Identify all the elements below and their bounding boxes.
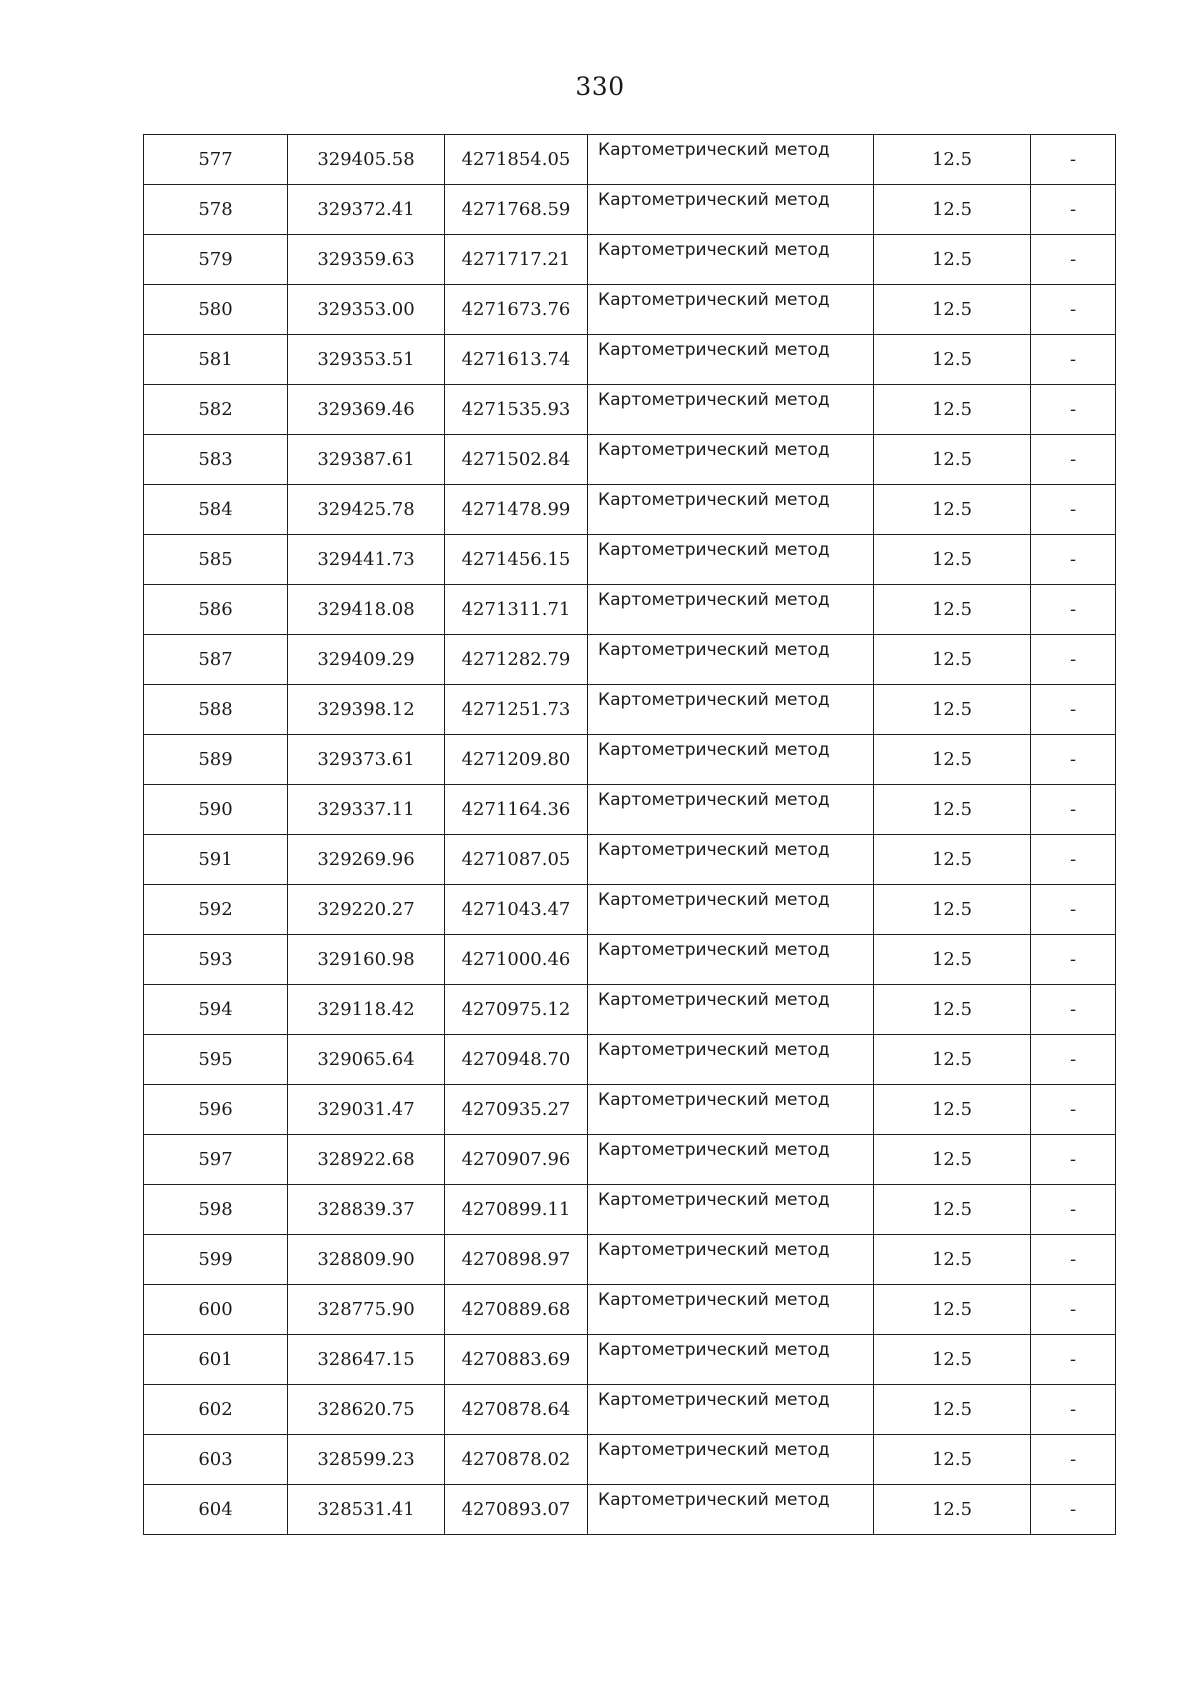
note-cell: - <box>1031 885 1116 935</box>
note-cell: - <box>1031 1285 1116 1335</box>
point-number-cell: 586 <box>144 585 288 635</box>
point-number-cell: 589 <box>144 735 288 785</box>
point-number-cell: 604 <box>144 1485 288 1535</box>
note-cell: - <box>1031 535 1116 585</box>
note-cell: - <box>1031 1135 1116 1185</box>
point-number-cell: 584 <box>144 485 288 535</box>
method-cell: Картометрический метод <box>588 585 874 635</box>
method-cell: Картометрический метод <box>588 235 874 285</box>
table-row <box>144 885 1116 935</box>
x-coordinate-cell: 329409.29 <box>288 635 445 685</box>
y-coordinate-cell: 4271282.79 <box>445 635 588 685</box>
point-number-cell: 580 <box>144 285 288 335</box>
table-row <box>144 1285 1116 1335</box>
y-coordinate-cell: 4270889.68 <box>445 1285 588 1335</box>
note-cell: - <box>1031 1335 1116 1385</box>
accuracy-cell: 12.5 <box>874 1085 1031 1135</box>
y-coordinate-cell: 4270878.64 <box>445 1385 588 1435</box>
accuracy-cell: 12.5 <box>874 935 1031 985</box>
accuracy-cell: 12.5 <box>874 835 1031 885</box>
table-row <box>144 1335 1116 1385</box>
method-cell: Картометрический метод <box>588 1235 874 1285</box>
note-cell: - <box>1031 1485 1116 1535</box>
accuracy-cell: 12.5 <box>874 1235 1031 1285</box>
x-coordinate-cell: 329398.12 <box>288 685 445 735</box>
table-row <box>144 835 1116 885</box>
x-coordinate-cell: 329418.08 <box>288 585 445 635</box>
accuracy-cell: 12.5 <box>874 1385 1031 1435</box>
point-number-cell: 598 <box>144 1185 288 1235</box>
x-coordinate-cell: 329372.41 <box>288 185 445 235</box>
x-coordinate-cell: 329269.96 <box>288 835 445 885</box>
accuracy-cell: 12.5 <box>874 885 1031 935</box>
method-cell: Картометрический метод <box>588 435 874 485</box>
point-number-cell: 587 <box>144 635 288 685</box>
method-cell: Картометрический метод <box>588 1485 874 1535</box>
note-cell: - <box>1031 985 1116 1035</box>
table-row <box>144 1035 1116 1085</box>
accuracy-cell: 12.5 <box>874 1335 1031 1385</box>
method-cell: Картометрический метод <box>588 1335 874 1385</box>
x-coordinate-cell: 329031.47 <box>288 1085 445 1135</box>
x-coordinate-cell: 328531.41 <box>288 1485 445 1535</box>
x-coordinate-cell: 328647.15 <box>288 1335 445 1385</box>
table-row <box>144 1385 1116 1435</box>
x-coordinate-cell: 329373.61 <box>288 735 445 785</box>
y-coordinate-cell: 4271854.05 <box>445 135 588 185</box>
accuracy-cell: 12.5 <box>874 635 1031 685</box>
accuracy-cell: 12.5 <box>874 285 1031 335</box>
note-cell: - <box>1031 635 1116 685</box>
y-coordinate-cell: 4270948.70 <box>445 1035 588 1085</box>
note-cell: - <box>1031 785 1116 835</box>
note-cell: - <box>1031 235 1116 285</box>
y-coordinate-cell: 4271043.47 <box>445 885 588 935</box>
method-cell: Картометрический метод <box>588 785 874 835</box>
x-coordinate-cell: 329369.46 <box>288 385 445 435</box>
point-number-cell: 590 <box>144 785 288 835</box>
y-coordinate-cell: 4271613.74 <box>445 335 588 385</box>
method-cell: Картометрический метод <box>588 485 874 535</box>
x-coordinate-cell: 329337.11 <box>288 785 445 835</box>
x-coordinate-cell: 328599.23 <box>288 1435 445 1485</box>
x-coordinate-cell: 329160.98 <box>288 935 445 985</box>
x-coordinate-cell: 329220.27 <box>288 885 445 935</box>
y-coordinate-cell: 4270935.27 <box>445 1085 588 1135</box>
accuracy-cell: 12.5 <box>874 335 1031 385</box>
page-number: 330 <box>575 72 625 101</box>
method-cell: Картометрический метод <box>588 1435 874 1485</box>
y-coordinate-cell: 4270893.07 <box>445 1485 588 1535</box>
table-row <box>144 135 1116 185</box>
method-cell: Картометрический метод <box>588 1135 874 1185</box>
note-cell: - <box>1031 435 1116 485</box>
table-row <box>144 485 1116 535</box>
method-cell: Картометрический метод <box>588 335 874 385</box>
y-coordinate-cell: 4271251.73 <box>445 685 588 735</box>
point-number-cell: 596 <box>144 1085 288 1135</box>
x-coordinate-cell: 329359.63 <box>288 235 445 285</box>
note-cell: - <box>1031 185 1116 235</box>
accuracy-cell: 12.5 <box>874 1435 1031 1485</box>
x-coordinate-cell: 328922.68 <box>288 1135 445 1185</box>
note-cell: - <box>1031 1035 1116 1085</box>
y-coordinate-cell: 4271478.99 <box>445 485 588 535</box>
table-row <box>144 935 1116 985</box>
point-number-cell: 578 <box>144 185 288 235</box>
point-number-cell: 588 <box>144 685 288 735</box>
note-cell: - <box>1031 1085 1116 1135</box>
method-cell: Картометрический метод <box>588 1035 874 1085</box>
point-number-cell: 577 <box>144 135 288 185</box>
table-row <box>144 1485 1116 1535</box>
point-number-cell: 585 <box>144 535 288 585</box>
method-cell: Картометрический метод <box>588 135 874 185</box>
accuracy-cell: 12.5 <box>874 1185 1031 1235</box>
accuracy-cell: 12.5 <box>874 785 1031 835</box>
note-cell: - <box>1031 685 1116 735</box>
point-number-cell: 582 <box>144 385 288 435</box>
accuracy-cell: 12.5 <box>874 1135 1031 1185</box>
method-cell: Картометрический метод <box>588 685 874 735</box>
y-coordinate-cell: 4271000.46 <box>445 935 588 985</box>
accuracy-cell: 12.5 <box>874 235 1031 285</box>
accuracy-cell: 12.5 <box>874 1285 1031 1335</box>
accuracy-cell: 12.5 <box>874 735 1031 785</box>
note-cell: - <box>1031 335 1116 385</box>
accuracy-cell: 12.5 <box>874 985 1031 1035</box>
table-row <box>144 335 1116 385</box>
accuracy-cell: 12.5 <box>874 135 1031 185</box>
accuracy-cell: 12.5 <box>874 1035 1031 1085</box>
method-cell: Картометрический метод <box>588 985 874 1035</box>
note-cell: - <box>1031 285 1116 335</box>
method-cell: Картометрический метод <box>588 735 874 785</box>
method-cell: Картометрический метод <box>588 835 874 885</box>
point-number-cell: 600 <box>144 1285 288 1335</box>
method-cell: Картометрический метод <box>588 635 874 685</box>
y-coordinate-cell: 4270883.69 <box>445 1335 588 1385</box>
note-cell: - <box>1031 835 1116 885</box>
table-row <box>144 985 1116 1035</box>
note-cell: - <box>1031 935 1116 985</box>
note-cell: - <box>1031 1235 1116 1285</box>
method-cell: Картометрический метод <box>588 285 874 335</box>
method-cell: Картометрический метод <box>588 885 874 935</box>
point-number-cell: 597 <box>144 1135 288 1185</box>
table-row <box>144 635 1116 685</box>
point-number-cell: 599 <box>144 1235 288 1285</box>
point-number-cell: 603 <box>144 1435 288 1485</box>
point-number-cell: 583 <box>144 435 288 485</box>
point-number-cell: 591 <box>144 835 288 885</box>
table-row <box>144 185 1116 235</box>
y-coordinate-cell: 4270907.96 <box>445 1135 588 1185</box>
table-row <box>144 585 1116 635</box>
coordinates-table-body <box>144 135 1116 1535</box>
y-coordinate-cell: 4271502.84 <box>445 435 588 485</box>
table-row <box>144 685 1116 735</box>
x-coordinate-cell: 329353.51 <box>288 335 445 385</box>
coordinates-table <box>143 134 1116 1535</box>
table-row <box>144 535 1116 585</box>
note-cell: - <box>1031 135 1116 185</box>
point-number-cell: 602 <box>144 1385 288 1435</box>
x-coordinate-cell: 329405.58 <box>288 135 445 185</box>
accuracy-cell: 12.5 <box>874 485 1031 535</box>
y-coordinate-cell: 4271673.76 <box>445 285 588 335</box>
note-cell: - <box>1031 735 1116 785</box>
y-coordinate-cell: 4271456.15 <box>445 535 588 585</box>
table-row <box>144 1185 1116 1235</box>
y-coordinate-cell: 4271087.05 <box>445 835 588 885</box>
y-coordinate-cell: 4271768.59 <box>445 185 588 235</box>
table-row <box>144 285 1116 335</box>
x-coordinate-cell: 329118.42 <box>288 985 445 1035</box>
method-cell: Картометрический метод <box>588 1385 874 1435</box>
y-coordinate-cell: 4271311.71 <box>445 585 588 635</box>
method-cell: Картометрический метод <box>588 1085 874 1135</box>
note-cell: - <box>1031 1385 1116 1435</box>
y-coordinate-cell: 4271209.80 <box>445 735 588 785</box>
table-row <box>144 1085 1116 1135</box>
note-cell: - <box>1031 1435 1116 1485</box>
table-row <box>144 385 1116 435</box>
accuracy-cell: 12.5 <box>874 1485 1031 1535</box>
method-cell: Картометрический метод <box>588 1185 874 1235</box>
note-cell: - <box>1031 585 1116 635</box>
point-number-cell: 594 <box>144 985 288 1035</box>
x-coordinate-cell: 329353.00 <box>288 285 445 335</box>
point-number-cell: 581 <box>144 335 288 385</box>
method-cell: Картометрический метод <box>588 535 874 585</box>
x-coordinate-cell: 328775.90 <box>288 1285 445 1335</box>
y-coordinate-cell: 4271717.21 <box>445 235 588 285</box>
x-coordinate-cell: 329065.64 <box>288 1035 445 1085</box>
accuracy-cell: 12.5 <box>874 535 1031 585</box>
x-coordinate-cell: 328620.75 <box>288 1385 445 1435</box>
method-cell: Картометрический метод <box>588 385 874 435</box>
method-cell: Картометрический метод <box>588 935 874 985</box>
y-coordinate-cell: 4270975.12 <box>445 985 588 1035</box>
x-coordinate-cell: 328809.90 <box>288 1235 445 1285</box>
point-number-cell: 595 <box>144 1035 288 1085</box>
x-coordinate-cell: 329387.61 <box>288 435 445 485</box>
point-number-cell: 592 <box>144 885 288 935</box>
x-coordinate-cell: 328839.37 <box>288 1185 445 1235</box>
method-cell: Картометрический метод <box>588 185 874 235</box>
method-cell: Картометрический метод <box>588 1285 874 1335</box>
accuracy-cell: 12.5 <box>874 385 1031 435</box>
table-row <box>144 735 1116 785</box>
accuracy-cell: 12.5 <box>874 185 1031 235</box>
x-coordinate-cell: 329425.78 <box>288 485 445 535</box>
note-cell: - <box>1031 1185 1116 1235</box>
table-row <box>144 1235 1116 1285</box>
table-row <box>144 235 1116 285</box>
note-cell: - <box>1031 485 1116 535</box>
point-number-cell: 601 <box>144 1335 288 1385</box>
accuracy-cell: 12.5 <box>874 435 1031 485</box>
table-row <box>144 1135 1116 1185</box>
table-row <box>144 1435 1116 1485</box>
y-coordinate-cell: 4271535.93 <box>445 385 588 435</box>
accuracy-cell: 12.5 <box>874 685 1031 735</box>
table-row <box>144 435 1116 485</box>
y-coordinate-cell: 4270899.11 <box>445 1185 588 1235</box>
x-coordinate-cell: 329441.73 <box>288 535 445 585</box>
y-coordinate-cell: 4271164.36 <box>445 785 588 835</box>
y-coordinate-cell: 4270898.97 <box>445 1235 588 1285</box>
accuracy-cell: 12.5 <box>874 585 1031 635</box>
note-cell: - <box>1031 385 1116 435</box>
y-coordinate-cell: 4270878.02 <box>445 1435 588 1485</box>
point-number-cell: 593 <box>144 935 288 985</box>
table-row <box>144 785 1116 835</box>
point-number-cell: 579 <box>144 235 288 285</box>
